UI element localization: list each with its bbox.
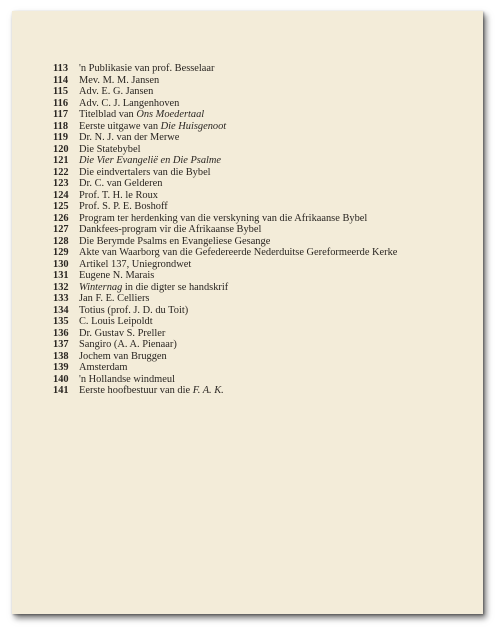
item-caption	[79, 236, 270, 248]
caption-text: Adv. C. J. Langenhoven	[79, 97, 180, 109]
caption-text: 'n Publikasie van prof. Besselaar	[79, 63, 215, 74]
list-item	[53, 213, 397, 225]
list-item	[53, 374, 397, 386]
item-number: 139	[53, 362, 69, 373]
item-number: 125	[53, 201, 69, 212]
list-item	[53, 167, 397, 179]
caption-text: Eerste uitgawe van	[79, 120, 161, 132]
caption-italic-title: F. A. K.	[192, 385, 224, 396]
item-caption	[79, 109, 204, 121]
list-item	[53, 155, 397, 167]
caption-text: Die Berymde Psalms en Evangeliese Gesange	[79, 235, 271, 247]
caption-text: 'n Hollandse windmeul	[79, 373, 175, 385]
item-caption	[79, 362, 127, 374]
caption-italic-title: Ons Moedertaal	[136, 109, 205, 120]
item-number: 118	[53, 120, 69, 132]
item-caption	[79, 86, 153, 98]
item-number: 124	[53, 189, 69, 201]
item-number: 123	[53, 178, 69, 189]
list-item	[53, 224, 397, 236]
item-caption	[79, 132, 179, 144]
list-item	[53, 351, 397, 363]
item-number: 131	[53, 270, 69, 281]
caption-text: Sangiro (A. A. Pienaar)	[79, 339, 177, 350]
caption-text: Totius (prof. J. D. du Toit)	[79, 304, 189, 316]
item-caption	[79, 316, 153, 328]
caption-text: Jan F. E. Celliers	[79, 293, 150, 304]
caption-text: in die digter se handskrif	[122, 281, 229, 293]
item-number: 133	[53, 293, 69, 304]
caption-italic-title: Winternag	[79, 281, 123, 293]
item-number: 135	[53, 316, 69, 327]
item-number: 129	[53, 247, 69, 258]
item-number: 121	[53, 155, 69, 166]
item-caption	[79, 270, 154, 282]
item-number: 134	[53, 304, 69, 316]
item-caption	[79, 63, 214, 75]
item-number: 113	[53, 63, 69, 74]
item-number: 119	[53, 132, 69, 143]
item-caption	[79, 374, 175, 386]
item-caption	[79, 328, 165, 340]
item-caption	[79, 282, 228, 294]
caption-text: Dr. C. van Gelderen	[79, 178, 163, 189]
list-item	[53, 201, 397, 213]
item-caption	[79, 75, 159, 87]
list-item	[53, 328, 397, 340]
item-caption	[79, 247, 397, 259]
caption-text: Die Statebybel	[79, 143, 141, 155]
item-caption	[79, 213, 367, 225]
item-caption	[79, 121, 226, 133]
caption-text: Dr. N. J. van der Merwe	[79, 132, 180, 143]
list-item	[53, 339, 397, 351]
list-item	[53, 282, 397, 294]
list-item	[53, 98, 397, 110]
item-number: 127	[53, 224, 69, 235]
caption-text: Titelblad van	[79, 109, 137, 120]
item-number: 122	[53, 166, 69, 178]
item-number: 136	[53, 327, 69, 339]
caption-text: Artikel 137, Uniegrondwet	[79, 258, 192, 270]
caption-italic-title: Die Vier Evangelië en Die Psalme	[79, 155, 222, 166]
list-item	[53, 75, 397, 87]
item-number: 126	[53, 212, 69, 224]
item-number: 116	[53, 97, 69, 109]
item-caption	[79, 190, 158, 202]
item-caption	[79, 167, 211, 179]
item-number: 117	[53, 109, 69, 120]
list-item	[53, 63, 397, 75]
item-caption	[79, 305, 188, 317]
caption-text: Eugene N. Marais	[79, 270, 155, 281]
caption-text: Adv. E. G. Jansen	[79, 86, 154, 97]
item-caption	[79, 385, 224, 397]
list-item	[53, 259, 397, 271]
illustration-list	[53, 63, 397, 397]
list-item	[53, 132, 397, 144]
caption-italic-title: Die Huisgenoot	[160, 120, 227, 132]
caption-text: C. Louis Leipoldt	[79, 316, 153, 327]
item-number: 114	[53, 74, 69, 86]
caption-text: Akte van Waarborg van die Gefedereerde Nederduitse Gereformeerde Kerke	[79, 247, 398, 258]
item-caption	[79, 98, 179, 110]
item-number: 141	[53, 385, 69, 396]
item-number: 137	[53, 339, 69, 350]
caption-text: Mev. M. M. Jansen	[79, 74, 160, 86]
caption-text: Dr. Gustav S. Preller	[79, 327, 166, 339]
item-caption	[79, 351, 167, 363]
list-item	[53, 236, 397, 248]
caption-text: Jochem van Bruggen	[79, 350, 167, 362]
item-caption	[79, 339, 177, 351]
list-item	[53, 362, 397, 374]
item-caption	[79, 259, 191, 271]
book-page	[12, 11, 483, 614]
list-item	[53, 86, 397, 98]
list-item	[53, 247, 397, 259]
caption-text: Eerste hoofbestuur van die	[79, 385, 193, 396]
caption-text: Prof. S. P. E. Boshoff	[79, 201, 168, 212]
item-number: 140	[53, 373, 69, 385]
list-item	[53, 385, 397, 397]
caption-text: Dankfees-program vir die Afrikaanse Bybel	[79, 224, 262, 235]
item-number: 132	[53, 281, 69, 293]
caption-text: Prof. T. H. le Roux	[79, 189, 158, 201]
list-item	[53, 121, 397, 133]
list-item	[53, 305, 397, 317]
item-caption	[79, 144, 140, 156]
list-item	[53, 178, 397, 190]
list-item	[53, 316, 397, 328]
item-caption	[79, 201, 168, 213]
list-item	[53, 109, 397, 121]
item-number: 120	[53, 143, 69, 155]
item-caption	[79, 224, 261, 236]
caption-text: Program ter herdenking van die verskyning van die Afrikaanse Bybel	[79, 212, 368, 224]
caption-text: Die eindvertalers van die Bybel	[79, 166, 211, 178]
caption-text: Amsterdam	[79, 362, 128, 373]
item-number: 115	[53, 86, 69, 97]
list-item	[53, 293, 397, 305]
list-item	[53, 144, 397, 156]
item-caption	[79, 293, 149, 305]
list-item	[53, 190, 397, 202]
item-number: 130	[53, 258, 69, 270]
item-caption	[79, 155, 221, 167]
item-caption	[79, 178, 162, 190]
item-number: 138	[53, 350, 69, 362]
list-item	[53, 270, 397, 282]
item-number: 128	[53, 235, 69, 247]
